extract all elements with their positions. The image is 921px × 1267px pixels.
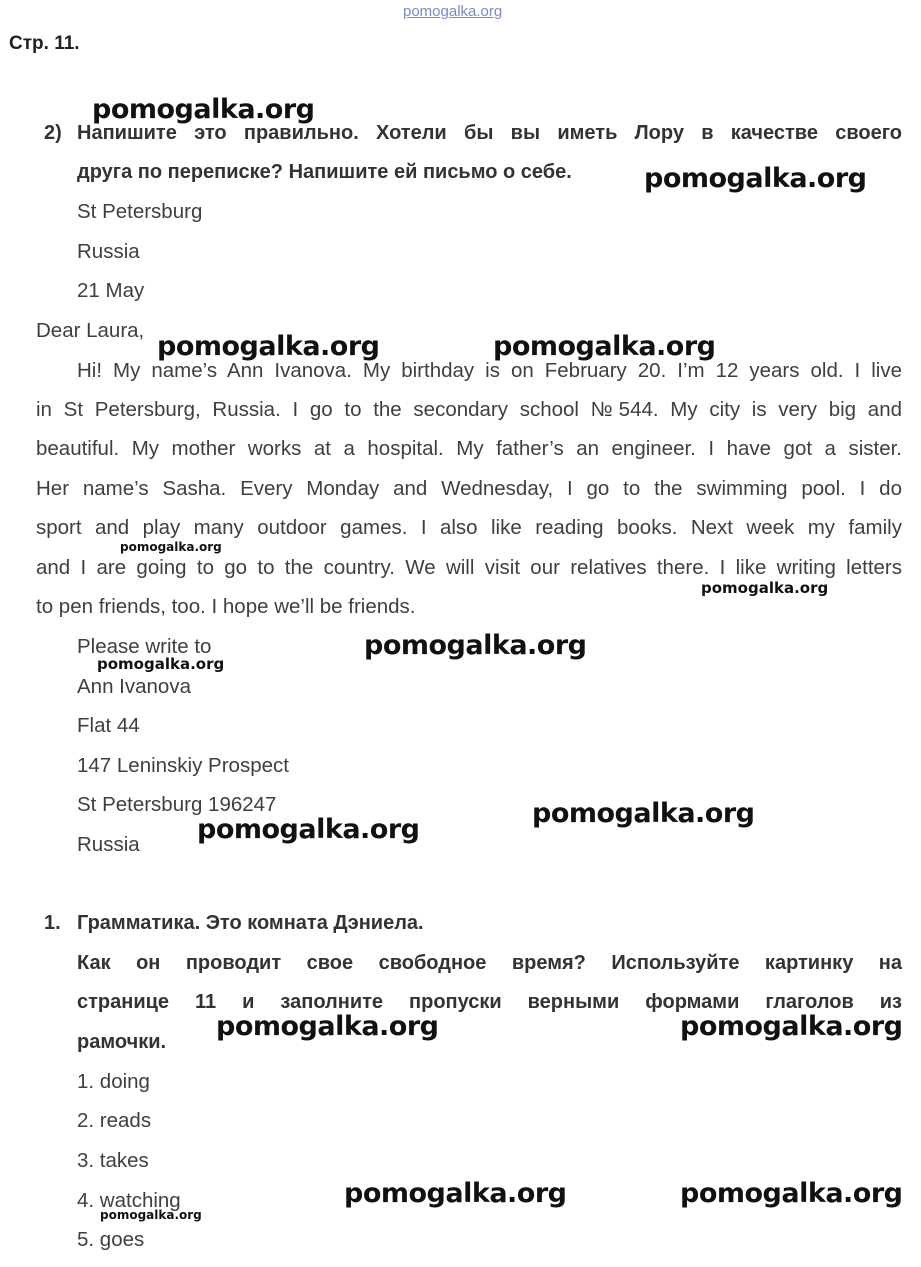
watermark: pomogalka.org: [216, 1011, 439, 1042]
exercise-1-instruction-line-3: странице 11 и заполните пропуски верными формами глаголов из: [77, 991, 902, 1013]
letter-date: 21 May: [77, 279, 145, 302]
letter-greeting: Dear Laura,: [36, 319, 145, 342]
letter-body-line-5: sport and play many outdoor games. I also like reading books. Next week my family: [36, 516, 902, 539]
letter-closing-line-3: Flat 44: [77, 714, 140, 737]
watermark: pomogalka.org: [92, 94, 315, 125]
watermark: pomogalka.org: [120, 540, 222, 554]
watermark: pomogalka.org: [364, 630, 587, 661]
letter-body-line-1: Hi! My name’s Ann Ivanova. My birthday is on February 20. I’m 12 years old. I live: [77, 359, 902, 382]
exercise-1-number: 1.: [44, 912, 61, 934]
watermark: pomogalka.org: [532, 798, 755, 829]
answer-5: 5. goes: [77, 1228, 145, 1251]
letter-closing-line-2: Ann Ivanova: [77, 675, 191, 698]
watermark: pomogalka.org: [644, 163, 867, 194]
watermark: pomogalka.org: [680, 1178, 903, 1209]
exercise-2-instruction-line-1: Напишите это правильно. Хотели бы вы иметь Лору в качестве своего: [77, 122, 902, 144]
watermark: pomogalka.org: [493, 331, 716, 362]
watermark: pomogalka.org: [344, 1178, 567, 1209]
letter-closing-line-4: 147 Leninskiy Prospect: [77, 754, 289, 777]
answer-4: 4. watching: [77, 1189, 181, 1212]
letter-body-line-6: and I are going to go to the country. We will visit our relatives there. I like writing letters: [36, 556, 902, 579]
watermark: pomogalka.org: [197, 814, 420, 845]
watermark: pomogalka.org: [97, 655, 225, 673]
page-title: Стр. 11.: [9, 33, 80, 54]
watermark: pomogalka.org: [701, 579, 829, 597]
header-watermark: pomogalka.org: [403, 3, 503, 20]
letter-body-line-3: beautiful. My mother works at a hospital. My father’s an engineer. I have got a sister.: [36, 437, 902, 460]
watermark: pomogalka.org: [100, 1208, 202, 1222]
watermark: pomogalka.org: [680, 1011, 903, 1042]
letter-address-city: St Petersburg: [77, 200, 203, 223]
letter-body-line-2: in St Petersburg, Russia. I go to the secondary school №544. My city is very big and: [36, 398, 902, 421]
letter-closing-line-6: Russia: [77, 833, 140, 856]
answer-2: 2. reads: [77, 1109, 152, 1132]
exercise-2-instruction-line-2: друга по переписке? Напишите ей письмо о себе.: [77, 161, 572, 183]
answer-1: 1. doing: [77, 1070, 150, 1093]
answer-3: 3. takes: [77, 1149, 149, 1172]
letter-address-country: Russia: [77, 240, 140, 263]
exercise-1-instruction-line-1: Грамматика. Это комната Дэниела.: [77, 912, 424, 934]
letter-closing-line-1: Please write to: [77, 635, 212, 658]
exercise-1-instruction-line-2: Как он проводит свое свободное время? Используйте картинку на: [77, 952, 902, 974]
exercise-1-instruction-line-4: рамочки.: [77, 1031, 167, 1053]
letter-body-line-7: to pen friends, too. I hope we’ll be friends.: [36, 595, 416, 618]
letter-closing-line-5: St Petersburg 196247: [77, 793, 277, 816]
exercise-2-number: 2): [44, 122, 62, 144]
watermark: pomogalka.org: [157, 331, 380, 362]
letter-body-line-4: Her name’s Sasha. Every Monday and Wednesday, I go to the swimming pool. I do: [36, 477, 902, 500]
